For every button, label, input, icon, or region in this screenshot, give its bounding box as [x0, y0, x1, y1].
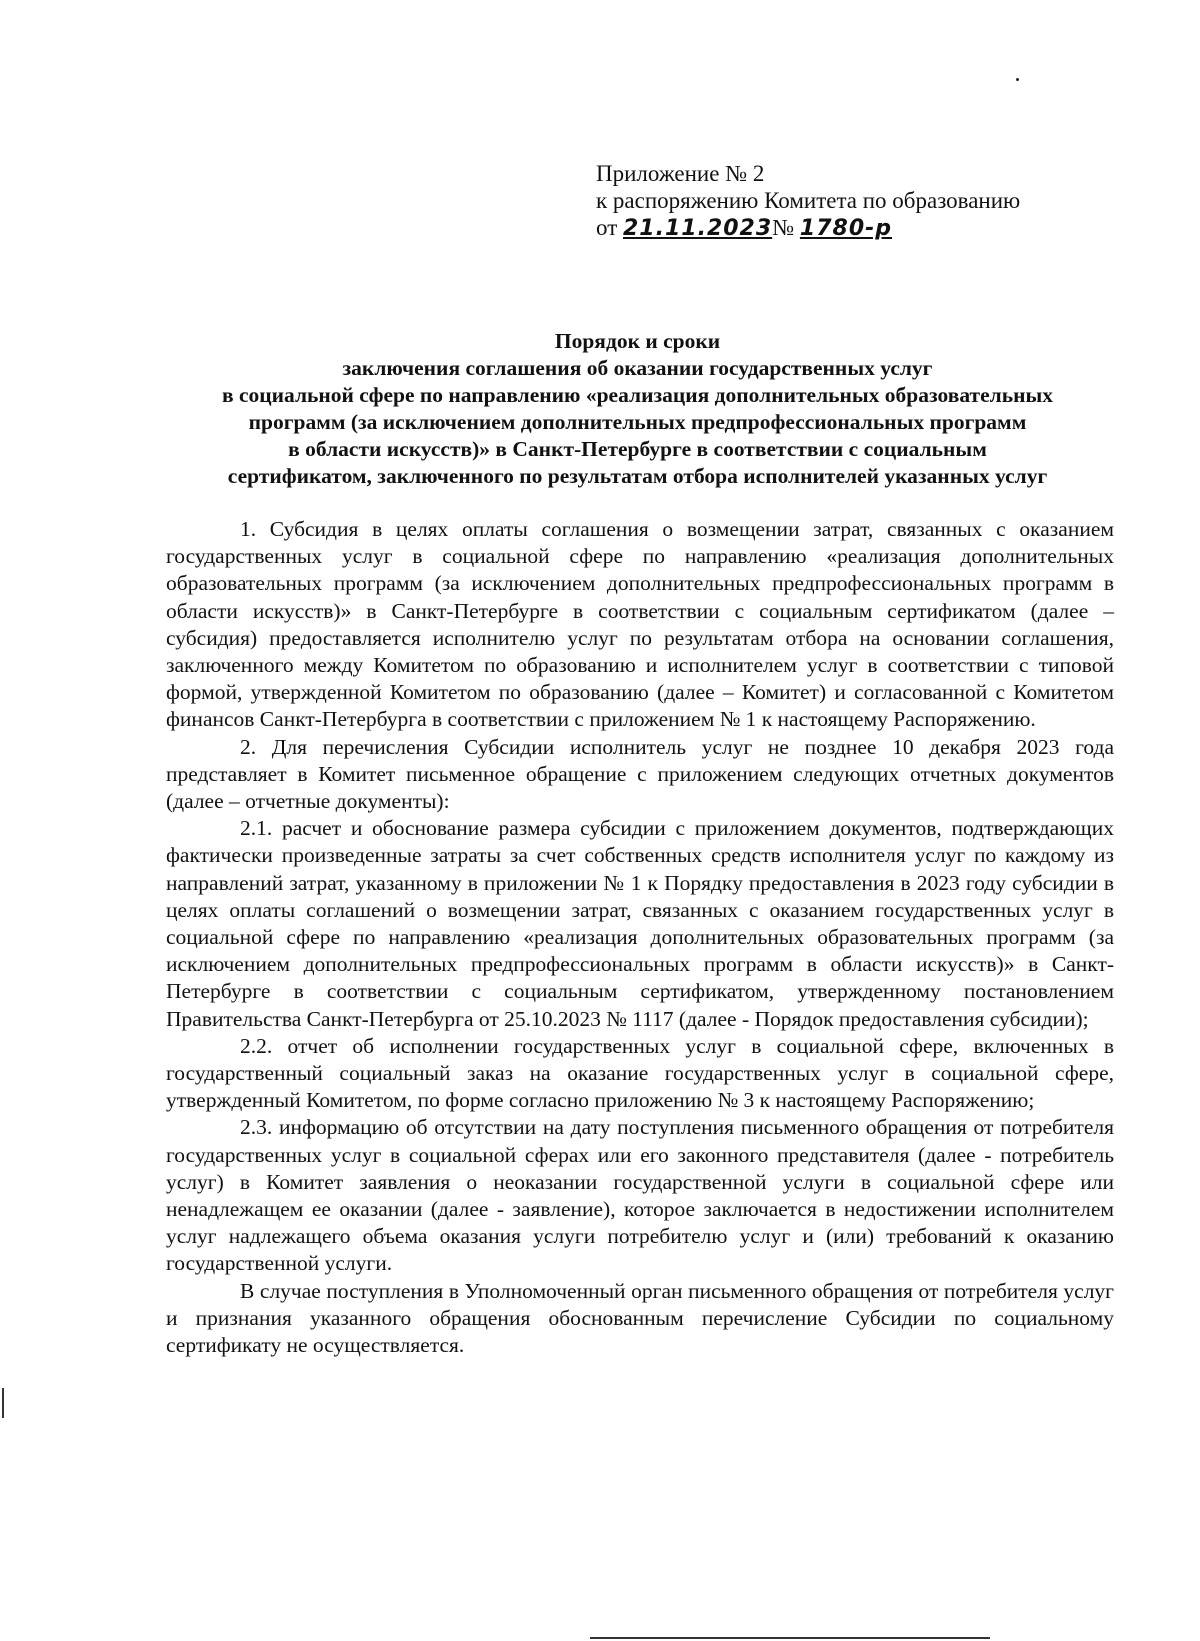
annex-reference: к распоряжению Комитета по образованию: [596, 188, 1021, 213]
scan-bottom-line: [590, 1637, 990, 1639]
document-title: [160, 328, 1115, 490]
title-line: заключения соглашения об оказании государственных услуг: [342, 356, 933, 380]
title-line: в социальной сфере по направлению «реализация дополнительных образовательных: [221, 383, 1053, 407]
annex-date-line: [596, 214, 1020, 242]
paragraph-2-2: 2.2. отчет об исполнении государственных услуг в социальной сфере, включенных в государственный социальный заказ на оказание государственных услуг в социальной сфере, утвержденный Комитетом, по форме согласно приложению № 3 к настоящему Распоряжению;: [166, 1033, 1114, 1113]
title-line: в области искусств)» в Санкт-Петербурге в соответствии с социальным: [288, 437, 987, 461]
paragraph-1: 1. Субсидия в целях оплаты соглашения о возмещении затрат, связанных с оказанием государственных услуг в социальной сфере по направлению «реализация дополнительных образовательных программ (за исключением дополнительных предпрофессиональных программ в области искусств)» в Санкт-Петербурге в соответствии с социальным сертификатом (далее – субсидия) предоставляется исполнителю услуг по результатам отбора на основании соглашения, заключенного между Комитетом по образованию и исполнителем услуг в соответствии с типовой формой, утвержденной Комитетом по образованию (далее – Комитет) и согласованной с Комитетом финансов Санкт-Петербурга в соответствии с приложением № 1 к настоящему Распоряжению.: [166, 517, 1114, 732]
scan-edge-mark: [2, 1388, 4, 1418]
annex-number-sign: №: [772, 215, 795, 240]
scan-speck: [1016, 78, 1019, 81]
handwritten-date: 21.11.2023: [623, 216, 773, 241]
title-line: сертификатом, заключенного по результатам отбора исполнителей указанных услуг: [227, 464, 1048, 488]
paragraph-3: В случае поступления в Уполномоченный орган письменного обращения от потребителя услуг и признания указанного обращения обоснованным перечисление Субсидии по социальному сертификату не осуществляется.: [166, 1278, 1114, 1358]
title-line: программ (за исключением дополнительных предпрофессиональных программ: [248, 410, 1027, 434]
handwritten-order-number: 1780-р: [799, 216, 892, 241]
annex-date-prefix: от: [596, 215, 618, 240]
title-line: Порядок и сроки: [554, 329, 721, 353]
paragraph-2-3: 2.3. информацию об отсутствии на дату поступления письменного обращения от потребителя государственных услуг в социальной сферах или его законного представителя (далее - потребитель услуг) в Комитет заявления о неоказании государственной услуги в социальной сфере или ненадлежащем ее оказании (далее - заявление), которое заключается в недостижении исполнителем услуг надлежащего объема оказания услуги потребителю услуг и (или) требований к оказанию государственной услуги.: [166, 1115, 1114, 1276]
annex-number: Приложение № 2: [596, 161, 765, 186]
document-body: [166, 516, 1114, 1359]
paragraph-2-1: 2.1. расчет и обоснование размера субсидии с приложением документов, подтверждающих фактически произведенные затраты за счет собственных средств исполнителя услуг по каждому из направлений затрат, указанному в приложении № 1 к Порядку предоставления в 2023 году субсидии в целях оплаты соглашений о возмещении затрат, связанных с оказанием государственных услуг в социальной сфере по направлению «реализация дополнительных образовательных программ (за исключением дополнительных предпрофессиональных программ в области искусств)» в Санкт-Петербурге в соответствии с социальным сертификатом, утвержденному постановлением Правительства Санкт-Петербурга от 25.10.2023 № 1117 (далее - Порядок предоставления субсидии);: [166, 816, 1114, 1031]
paragraph-2: 2. Для перечисления Субсидии исполнитель услуг не позднее 10 декабря 2023 года представляет в Комитет письменное обращение с приложением следующих отчетных документов (далее – отчетные документы):: [166, 734, 1114, 814]
annex-header: [596, 160, 1020, 242]
